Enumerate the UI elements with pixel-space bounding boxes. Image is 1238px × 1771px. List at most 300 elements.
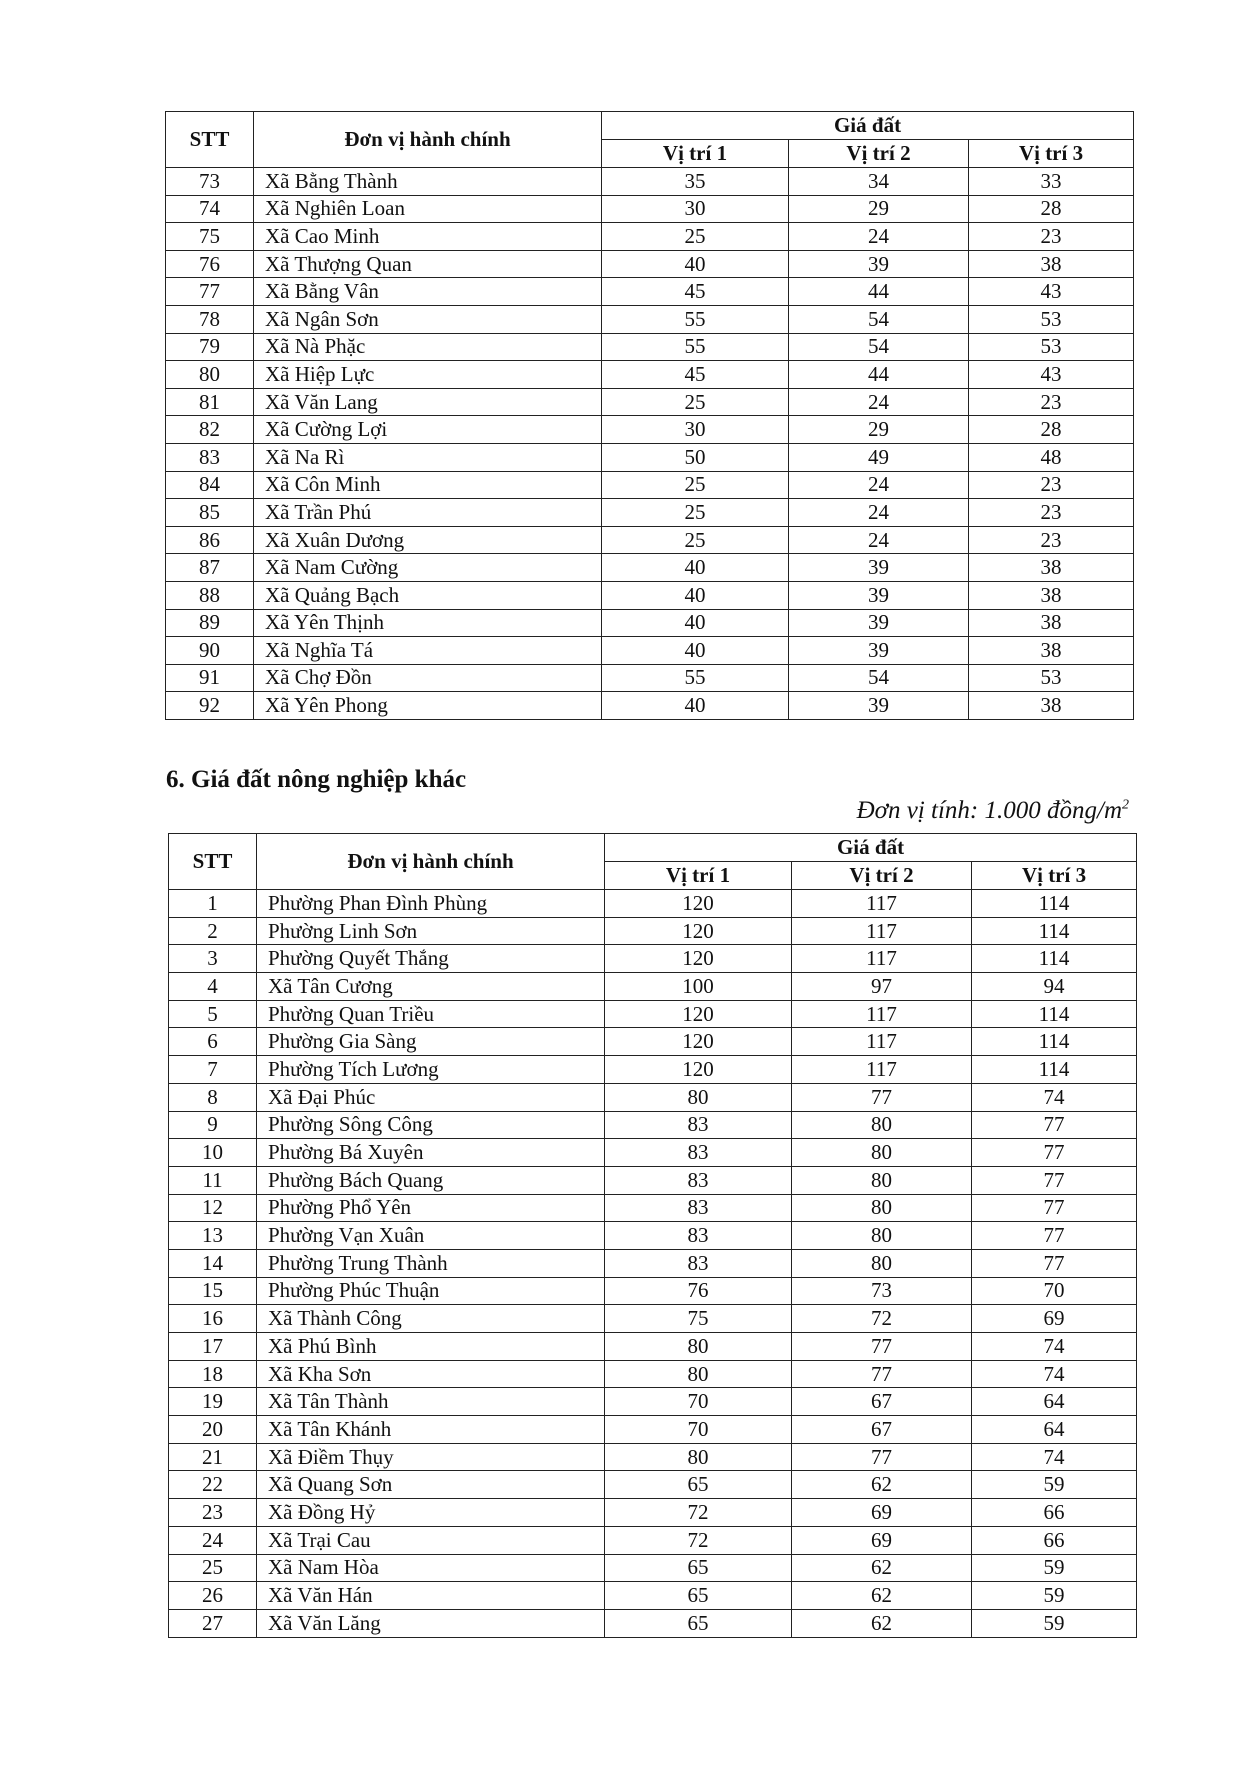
stt-cell: 13 — [169, 1222, 257, 1250]
position-2-price-cell: 24 — [789, 499, 969, 527]
position-3-price-cell: 38 — [969, 581, 1134, 609]
unit-name-cell: Phường Bách Quang — [257, 1166, 605, 1194]
unit-superscript: 2 — [1122, 797, 1129, 813]
stt-cell: 2 — [169, 917, 257, 945]
position-3-price-cell: 77 — [972, 1249, 1137, 1277]
stt-cell: 86 — [166, 526, 254, 554]
table-row — [166, 388, 1134, 416]
unit-name-cell: Phường Phúc Thuận — [257, 1277, 605, 1305]
table-row — [169, 1526, 1137, 1554]
position-3-price-cell: 94 — [972, 973, 1137, 1001]
position-1-price-cell: 120 — [605, 1000, 792, 1028]
position-2-price-cell: 24 — [789, 526, 969, 554]
position-2-price-cell: 97 — [792, 973, 972, 1001]
position-1-price-cell: 55 — [602, 333, 789, 361]
position-1-price-cell: 25 — [602, 526, 789, 554]
position-2-price-cell: 117 — [792, 1000, 972, 1028]
section-title: 6. Giá đất nông nghiệp khác — [166, 766, 467, 793]
position-3-price-cell: 33 — [969, 168, 1134, 196]
position-1-price-cell: 40 — [602, 692, 789, 720]
stt-cell: 88 — [166, 581, 254, 609]
stt-cell: 24 — [169, 1526, 257, 1554]
position-2-price-cell: 39 — [789, 554, 969, 582]
table-row — [166, 361, 1134, 389]
position-3-price-cell: 23 — [969, 388, 1134, 416]
position-1-price-cell: 65 — [605, 1582, 792, 1610]
table-row — [166, 554, 1134, 582]
position-2-price-cell: 39 — [789, 250, 969, 278]
position-2-price-cell: 73 — [792, 1277, 972, 1305]
position-3-price-cell: 114 — [972, 917, 1137, 945]
position-2-price-cell: 117 — [792, 945, 972, 973]
table-row — [169, 1194, 1137, 1222]
table-row — [166, 443, 1134, 471]
position-3-price-cell: 74 — [972, 1443, 1137, 1471]
position-3-price-cell: 43 — [969, 278, 1134, 306]
table-row — [169, 945, 1137, 973]
position-3-price-cell: 114 — [972, 1028, 1137, 1056]
header-position-3: Vị trí 3 — [972, 862, 1137, 890]
stt-cell: 76 — [166, 250, 254, 278]
unit-name-cell: Xã Văn Hán — [257, 1582, 605, 1610]
table-row — [169, 1554, 1137, 1582]
table-row — [169, 1139, 1137, 1167]
table-row — [166, 168, 1134, 196]
position-1-price-cell: 120 — [605, 890, 792, 918]
unit-name-cell: Phường Bá Xuyên — [257, 1139, 605, 1167]
position-2-price-cell: 72 — [792, 1305, 972, 1333]
unit-name-cell: Xã Đại Phúc — [257, 1083, 605, 1111]
position-3-price-cell: 53 — [969, 664, 1134, 692]
stt-cell: 90 — [166, 637, 254, 665]
table-row — [169, 1166, 1137, 1194]
position-3-price-cell: 59 — [972, 1554, 1137, 1582]
table-row — [166, 609, 1134, 637]
position-3-price-cell: 48 — [969, 443, 1134, 471]
unit-name-cell: Xã Thượng Quan — [254, 250, 602, 278]
table-row — [169, 1083, 1137, 1111]
stt-cell: 92 — [166, 692, 254, 720]
unit-name-cell: Xã Tân Thành — [257, 1388, 605, 1416]
header-position-1: Vị trí 1 — [605, 862, 792, 890]
unit-name-cell: Xã Đồng Hỷ — [257, 1499, 605, 1527]
position-2-price-cell: 39 — [789, 637, 969, 665]
position-3-price-cell: 28 — [969, 416, 1134, 444]
unit-name-cell: Xã Na Rì — [254, 443, 602, 471]
position-1-price-cell: 55 — [602, 664, 789, 692]
position-2-price-cell: 80 — [792, 1166, 972, 1194]
position-3-price-cell: 53 — [969, 333, 1134, 361]
position-1-price-cell: 65 — [605, 1609, 792, 1637]
position-3-price-cell: 38 — [969, 609, 1134, 637]
table-row — [169, 1028, 1137, 1056]
position-1-price-cell: 70 — [605, 1416, 792, 1444]
stt-cell: 78 — [166, 305, 254, 333]
position-3-price-cell: 23 — [969, 471, 1134, 499]
position-1-price-cell: 45 — [602, 278, 789, 306]
stt-cell: 8 — [169, 1083, 257, 1111]
position-1-price-cell: 30 — [602, 416, 789, 444]
stt-cell: 79 — [166, 333, 254, 361]
position-1-price-cell: 83 — [605, 1111, 792, 1139]
position-1-price-cell: 120 — [605, 1056, 792, 1084]
position-3-price-cell: 59 — [972, 1582, 1137, 1610]
position-2-price-cell: 67 — [792, 1388, 972, 1416]
stt-cell: 10 — [169, 1139, 257, 1167]
position-1-price-cell: 83 — [605, 1166, 792, 1194]
unit-name-cell: Xã Côn Minh — [254, 471, 602, 499]
table-row — [166, 664, 1134, 692]
position-3-price-cell: 23 — [969, 526, 1134, 554]
position-3-price-cell: 23 — [969, 499, 1134, 527]
unit-name-cell: Phường Vạn Xuân — [257, 1222, 605, 1250]
position-1-price-cell: 55 — [602, 305, 789, 333]
position-3-price-cell: 38 — [969, 637, 1134, 665]
position-2-price-cell: 80 — [792, 1139, 972, 1167]
position-3-price-cell: 114 — [972, 890, 1137, 918]
position-3-price-cell: 38 — [969, 250, 1134, 278]
position-3-price-cell: 38 — [969, 692, 1134, 720]
table-row — [169, 890, 1137, 918]
table-row — [169, 1388, 1137, 1416]
stt-cell: 9 — [169, 1111, 257, 1139]
position-1-price-cell: 72 — [605, 1499, 792, 1527]
unit-note-text: Đơn vị tính: 1.000 đồng/m — [856, 797, 1122, 824]
table-row — [166, 471, 1134, 499]
position-2-price-cell: 80 — [792, 1249, 972, 1277]
stt-cell: 4 — [169, 973, 257, 1001]
position-1-price-cell: 25 — [602, 499, 789, 527]
stt-cell: 80 — [166, 361, 254, 389]
position-3-price-cell: 59 — [972, 1609, 1137, 1637]
position-2-price-cell: 77 — [792, 1083, 972, 1111]
position-3-price-cell: 70 — [972, 1277, 1137, 1305]
unit-name-cell: Xã Nà Phặc — [254, 333, 602, 361]
position-1-price-cell: 40 — [602, 609, 789, 637]
position-3-price-cell: 66 — [972, 1526, 1137, 1554]
position-1-price-cell: 45 — [602, 361, 789, 389]
position-2-price-cell: 62 — [792, 1471, 972, 1499]
position-1-price-cell: 40 — [602, 637, 789, 665]
position-1-price-cell: 40 — [602, 554, 789, 582]
stt-cell: 16 — [169, 1305, 257, 1333]
position-1-price-cell: 70 — [605, 1388, 792, 1416]
unit-name-cell: Xã Văn Lăng — [257, 1609, 605, 1637]
position-3-price-cell: 28 — [969, 195, 1134, 223]
position-2-price-cell: 80 — [792, 1222, 972, 1250]
stt-cell: 87 — [166, 554, 254, 582]
table-row — [166, 581, 1134, 609]
position-1-price-cell: 65 — [605, 1471, 792, 1499]
position-1-price-cell: 25 — [602, 471, 789, 499]
stt-cell: 91 — [166, 664, 254, 692]
position-1-price-cell: 80 — [605, 1360, 792, 1388]
header-stt: STT — [169, 834, 257, 890]
position-1-price-cell: 25 — [602, 223, 789, 251]
position-2-price-cell: 49 — [789, 443, 969, 471]
stt-cell: 84 — [166, 471, 254, 499]
position-3-price-cell: 64 — [972, 1388, 1137, 1416]
stt-cell: 89 — [166, 609, 254, 637]
unit-name-cell: Phường Linh Sơn — [257, 917, 605, 945]
unit-name-cell: Xã Nam Cường — [254, 554, 602, 582]
unit-name-cell: Xã Nam Hòa — [257, 1554, 605, 1582]
position-2-price-cell: 24 — [789, 471, 969, 499]
position-2-price-cell: 80 — [792, 1194, 972, 1222]
position-2-price-cell: 54 — [789, 305, 969, 333]
table-body — [166, 168, 1134, 720]
position-2-price-cell: 67 — [792, 1416, 972, 1444]
stt-cell: 27 — [169, 1609, 257, 1637]
header-administrative-unit: Đơn vị hành chính — [257, 834, 605, 890]
unit-name-cell: Xã Nghĩa Tá — [254, 637, 602, 665]
stt-cell: 26 — [169, 1582, 257, 1610]
position-3-price-cell: 23 — [969, 223, 1134, 251]
position-3-price-cell: 74 — [972, 1083, 1137, 1111]
position-2-price-cell: 34 — [789, 168, 969, 196]
position-1-price-cell: 83 — [605, 1222, 792, 1250]
position-1-price-cell: 40 — [602, 581, 789, 609]
stt-cell: 75 — [166, 223, 254, 251]
stt-cell: 6 — [169, 1028, 257, 1056]
stt-cell: 15 — [169, 1277, 257, 1305]
position-2-price-cell: 80 — [792, 1111, 972, 1139]
table-row — [166, 526, 1134, 554]
position-3-price-cell: 77 — [972, 1194, 1137, 1222]
position-1-price-cell: 72 — [605, 1526, 792, 1554]
position-1-price-cell: 83 — [605, 1249, 792, 1277]
position-2-price-cell: 54 — [789, 664, 969, 692]
header-land-price: Giá đất — [602, 112, 1134, 140]
position-1-price-cell: 120 — [605, 917, 792, 945]
position-1-price-cell: 35 — [602, 168, 789, 196]
position-2-price-cell: 29 — [789, 416, 969, 444]
position-2-price-cell: 117 — [792, 1056, 972, 1084]
unit-name-cell: Xã Bằng Thành — [254, 168, 602, 196]
position-3-price-cell: 77 — [972, 1139, 1137, 1167]
unit-name-cell: Phường Gia Sàng — [257, 1028, 605, 1056]
table-row — [166, 223, 1134, 251]
table-row — [169, 1499, 1137, 1527]
position-3-price-cell: 43 — [969, 361, 1134, 389]
stt-cell: 14 — [169, 1249, 257, 1277]
position-2-price-cell: 69 — [792, 1526, 972, 1554]
stt-cell: 5 — [169, 1000, 257, 1028]
table-row — [169, 1111, 1137, 1139]
position-1-price-cell: 83 — [605, 1194, 792, 1222]
unit-note — [857, 797, 1129, 825]
position-3-price-cell: 74 — [972, 1360, 1137, 1388]
unit-name-cell: Phường Trung Thành — [257, 1249, 605, 1277]
table-row — [166, 195, 1134, 223]
position-2-price-cell: 24 — [789, 223, 969, 251]
unit-name-cell: Phường Quan Triều — [257, 1000, 605, 1028]
unit-name-cell: Xã Quang Sơn — [257, 1471, 605, 1499]
position-2-price-cell: 117 — [792, 1028, 972, 1056]
position-2-price-cell: 117 — [792, 917, 972, 945]
header-stt: STT — [166, 112, 254, 168]
position-1-price-cell: 83 — [605, 1139, 792, 1167]
position-2-price-cell: 77 — [792, 1360, 972, 1388]
unit-name-cell: Xã Kha Sơn — [257, 1360, 605, 1388]
unit-name-cell: Xã Cường Lợi — [254, 416, 602, 444]
unit-name-cell: Xã Trần Phú — [254, 499, 602, 527]
position-1-price-cell: 30 — [602, 195, 789, 223]
position-1-price-cell: 75 — [605, 1305, 792, 1333]
unit-name-cell: Xã Nghiên Loan — [254, 195, 602, 223]
table-row — [169, 917, 1137, 945]
stt-cell: 19 — [169, 1388, 257, 1416]
header-position-2: Vị trí 2 — [792, 862, 972, 890]
position-1-price-cell: 25 — [602, 388, 789, 416]
position-3-price-cell: 74 — [972, 1333, 1137, 1361]
position-3-price-cell: 114 — [972, 1000, 1137, 1028]
stt-cell: 21 — [169, 1443, 257, 1471]
position-2-price-cell: 39 — [789, 609, 969, 637]
stt-cell: 22 — [169, 1471, 257, 1499]
stt-cell: 17 — [169, 1333, 257, 1361]
table-row — [166, 692, 1134, 720]
header-position-3: Vị trí 3 — [969, 140, 1134, 168]
position-2-price-cell: 29 — [789, 195, 969, 223]
position-2-price-cell: 62 — [792, 1609, 972, 1637]
position-1-price-cell: 80 — [605, 1333, 792, 1361]
stt-cell: 11 — [169, 1166, 257, 1194]
unit-name-cell: Phường Quyết Thắng — [257, 945, 605, 973]
stt-cell: 3 — [169, 945, 257, 973]
table-row — [169, 1249, 1137, 1277]
unit-name-cell: Xã Yên Thịnh — [254, 609, 602, 637]
position-3-price-cell: 69 — [972, 1305, 1137, 1333]
stt-cell: 1 — [169, 890, 257, 918]
stt-cell: 23 — [169, 1499, 257, 1527]
stt-cell: 73 — [166, 168, 254, 196]
position-2-price-cell: 54 — [789, 333, 969, 361]
stt-cell: 20 — [169, 1416, 257, 1444]
position-2-price-cell: 39 — [789, 581, 969, 609]
position-2-price-cell: 77 — [792, 1443, 972, 1471]
table-row — [169, 1056, 1137, 1084]
unit-name-cell: Xã Chợ Đồn — [254, 664, 602, 692]
position-2-price-cell: 77 — [792, 1333, 972, 1361]
position-3-price-cell: 114 — [972, 1056, 1137, 1084]
stt-cell: 77 — [166, 278, 254, 306]
position-1-price-cell: 80 — [605, 1083, 792, 1111]
other-agricultural-land-price-table — [168, 833, 1137, 1638]
unit-name-cell: Xã Yên Phong — [254, 692, 602, 720]
table-row — [166, 278, 1134, 306]
table-row — [166, 250, 1134, 278]
position-3-price-cell: 77 — [972, 1166, 1137, 1194]
unit-name-cell: Xã Quảng Bạch — [254, 581, 602, 609]
unit-name-cell: Phường Phổ Yên — [257, 1194, 605, 1222]
table-row — [169, 1582, 1137, 1610]
header-position-1: Vị trí 1 — [602, 140, 789, 168]
unit-name-cell: Xã Cao Minh — [254, 223, 602, 251]
position-2-price-cell: 39 — [789, 692, 969, 720]
unit-name-cell: Xã Thành Công — [257, 1305, 605, 1333]
position-1-price-cell: 100 — [605, 973, 792, 1001]
position-1-price-cell: 120 — [605, 945, 792, 973]
table-row — [166, 499, 1134, 527]
stt-cell: 25 — [169, 1554, 257, 1582]
position-2-price-cell: 44 — [789, 278, 969, 306]
position-3-price-cell: 77 — [972, 1111, 1137, 1139]
stt-cell: 12 — [169, 1194, 257, 1222]
table-row — [169, 1305, 1137, 1333]
position-1-price-cell: 80 — [605, 1443, 792, 1471]
table-row — [166, 305, 1134, 333]
table-body — [169, 890, 1137, 1638]
unit-name-cell: Phường Sông Công — [257, 1111, 605, 1139]
stt-cell: 83 — [166, 443, 254, 471]
table-row — [169, 1471, 1137, 1499]
stt-cell: 82 — [166, 416, 254, 444]
unit-name-cell: Xã Ngân Sơn — [254, 305, 602, 333]
position-3-price-cell: 59 — [972, 1471, 1137, 1499]
stt-cell: 81 — [166, 388, 254, 416]
stt-cell: 7 — [169, 1056, 257, 1084]
position-2-price-cell: 117 — [792, 890, 972, 918]
table-row — [169, 1222, 1137, 1250]
unit-name-cell: Xã Điềm Thụy — [257, 1443, 605, 1471]
stt-cell: 74 — [166, 195, 254, 223]
unit-name-cell: Xã Văn Lang — [254, 388, 602, 416]
unit-name-cell: Xã Bằng Vân — [254, 278, 602, 306]
table-row — [169, 1333, 1137, 1361]
table-row — [169, 1277, 1137, 1305]
stt-cell: 18 — [169, 1360, 257, 1388]
position-1-price-cell: 120 — [605, 1028, 792, 1056]
table-row — [166, 416, 1134, 444]
position-3-price-cell: 53 — [969, 305, 1134, 333]
unit-name-cell: Xã Hiệp Lực — [254, 361, 602, 389]
position-2-price-cell: 44 — [789, 361, 969, 389]
table-row — [169, 1000, 1137, 1028]
position-3-price-cell: 66 — [972, 1499, 1137, 1527]
unit-name-cell: Phường Tích Lương — [257, 1056, 605, 1084]
position-2-price-cell: 24 — [789, 388, 969, 416]
header-administrative-unit: Đơn vị hành chính — [254, 112, 602, 168]
position-1-price-cell: 50 — [602, 443, 789, 471]
header-position-2: Vị trí 2 — [789, 140, 969, 168]
position-2-price-cell: 62 — [792, 1554, 972, 1582]
unit-name-cell: Phường Phan Đình Phùng — [257, 890, 605, 918]
unit-name-cell: Xã Trại Cau — [257, 1526, 605, 1554]
table-row — [169, 1360, 1137, 1388]
table-row — [169, 1416, 1137, 1444]
position-2-price-cell: 69 — [792, 1499, 972, 1527]
header-land-price: Giá đất — [605, 834, 1137, 862]
position-3-price-cell: 64 — [972, 1416, 1137, 1444]
unit-name-cell: Xã Tân Khánh — [257, 1416, 605, 1444]
table-row — [169, 1443, 1137, 1471]
stt-cell: 85 — [166, 499, 254, 527]
position-1-price-cell: 40 — [602, 250, 789, 278]
table-row — [169, 973, 1137, 1001]
unit-name-cell: Xã Xuân Dương — [254, 526, 602, 554]
position-1-price-cell: 76 — [605, 1277, 792, 1305]
unit-name-cell: Xã Phú Bình — [257, 1333, 605, 1361]
table-row — [166, 333, 1134, 361]
position-3-price-cell: 114 — [972, 945, 1137, 973]
unit-name-cell: Xã Tân Cương — [257, 973, 605, 1001]
position-3-price-cell: 77 — [972, 1222, 1137, 1250]
table-row — [166, 637, 1134, 665]
table-row — [169, 1609, 1137, 1637]
position-1-price-cell: 65 — [605, 1554, 792, 1582]
position-2-price-cell: 62 — [792, 1582, 972, 1610]
